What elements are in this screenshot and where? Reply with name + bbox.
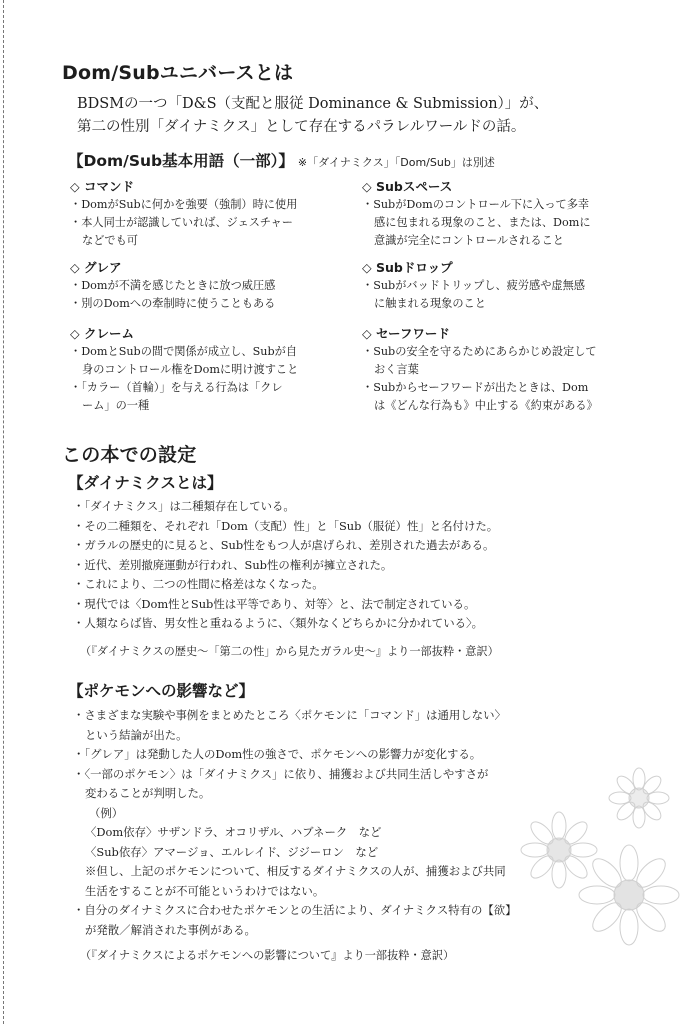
pokemon-source: （『ダイナミクスによるポケモンへの影響について』より一部抜粋・意訳） [80,949,455,962]
term-title: ◇ クレーム [70,326,134,341]
term-line: ・SubがDomのコントロール下に入って多幸 [362,198,590,211]
list-item: ・〈一部のポケモン〉は「ダイナミクス」に依り、捕獲および共同生活しやすさが [73,766,489,781]
term-title: ◇ コマンド [70,179,134,194]
term-line: ・DomとSubの間で関係が成立し、Subが自 [70,345,298,358]
list-item: ・近代、差別撤廃運動が行われ、Sub性の権利が擁立された。 [73,557,393,572]
list-item: ・「ダイナミクス」は二種類存在している。 [73,499,295,513]
term-line: ・「カラー（首輪）」を与える行為は「クレ [70,381,283,394]
term-line: ・DomがSubに何かを強要（強制）時に使用 [70,198,298,211]
list-item: ・現代では〈Dom性とSub性は平等であり、対等〉と、法で制定されている。 [73,596,476,611]
term-title: ◇ セーフワード [362,326,450,341]
term-glare [70,259,370,313]
term-title: ◇ Subスペース [362,179,453,194]
list-item: 〈Dom依存〉サザンドラ、オコリザル、ハブネーク など [85,825,382,839]
term-line: ・別のDomへの牽制時に使うこともある [70,297,276,310]
list-item: ・その二種類を、それぞれ「Dom（支配）性」と「Sub（服従）性」と名付けた。 [73,518,499,533]
list-item: ・自分のダイナミクスに合わせたポケモンとの生活により、ダイナミクス特有の【欲】 [73,903,517,917]
list-item: 生活をすることが不可能というわけではない。 [85,883,325,898]
term-claim [70,325,370,415]
list-item: 〈Sub依存〉アマージョ、エルレイド、ジジーロン など [85,844,379,859]
glossary-heading-text: 【Dom/Sub基本用語（一部）】 [68,152,294,170]
settings-title: この本での設定 [62,444,197,466]
dynamics-source: （『ダイナミクスの歴史〜「第二の性」から見たガラル史〜』より一部抜粋・意訳） [80,645,499,658]
pokemon-list [73,706,517,940]
dynamics-heading: 【ダイナミクスとは】 [68,474,223,492]
intro-line: BDSMの一つ「D&S（支配と服従 Dominance & Submission）」が、 [77,96,549,112]
list-item: という結論が出た。 [85,727,188,742]
list-item: ・「グレア」は発動した人のDom性の強さで、ポケモンへの影響力が変化する。 [73,747,482,761]
term-line: ・Subからセーフワードが出たときは、Dom [362,381,589,394]
list-item: ・ガラルの歴史的に見ると、Sub性をもつ人が虐げられ、差別された過去がある。 [73,538,495,552]
list-item: ・人類ならば皆、男女性と重ねるように、〈類外なくどちらかに分かれている〉。 [73,616,484,630]
intro-paragraph [77,93,548,139]
term-line: ・本人同士が認識していれば、ジェスチャー [70,216,293,229]
list-item: （例） [89,805,124,820]
term-subspace [362,178,662,250]
glossary-heading [68,149,495,171]
intro-line: 第二の性別「ダイナミクス」として存在するパラレルワールドの話。 [77,119,526,135]
list-item: ・さまざまな実験や事例をまとめたところ〈ポケモンに「コマンド」は通用しない〉 [73,708,506,722]
term-subdrop [362,259,662,313]
list-item: 変わることが判明した。 [85,786,211,800]
term-line: 感に包まれる現象のこと、または、Domに [374,216,591,229]
term-line: などでも可 [82,234,138,247]
page-fold-guide [3,0,4,1024]
list-item: ※但し、上記のポケモンについて、相反するダイナミクスの人が、捕獲および共同 [85,864,506,878]
term-title: ◇ グレア [70,260,122,275]
term-line: 意識が完全にコントロールされること [374,234,564,247]
term-safeword [362,325,662,415]
list-item: が発散／解消された事例がある。 [85,922,256,937]
term-command [70,178,370,250]
term-title: ◇ Subドロップ [362,260,453,275]
term-line: おく言葉 [374,363,419,376]
pokemon-heading: 【ポケモンへの影響など】 [68,682,255,700]
term-line: 身のコントロール権をDomに明け渡すこと [82,363,299,376]
term-line: は《どんな行為も》中止する《約束がある》 [374,399,598,412]
list-item: ・これにより、二つの性間に格差はなくなった。 [73,577,324,591]
page-title: Dom/Subユニバースとは [62,62,294,84]
term-line: ・Domが不満を感じたときに放つ威圧感 [70,279,276,292]
term-line: に触まれる現象のこと [374,297,486,310]
term-line: ・Subの安全を守るためにあらかじめ設定して [362,345,597,358]
term-line: ーム」の一種 [82,399,150,412]
dynamics-list [73,497,498,634]
term-line: ・Subがバッドトリップし、疲労感や虚無感 [362,279,585,292]
glossary-note: ※「ダイナミクス」「Dom/Sub」は別述 [297,156,495,169]
flower-illustration [489,760,689,960]
